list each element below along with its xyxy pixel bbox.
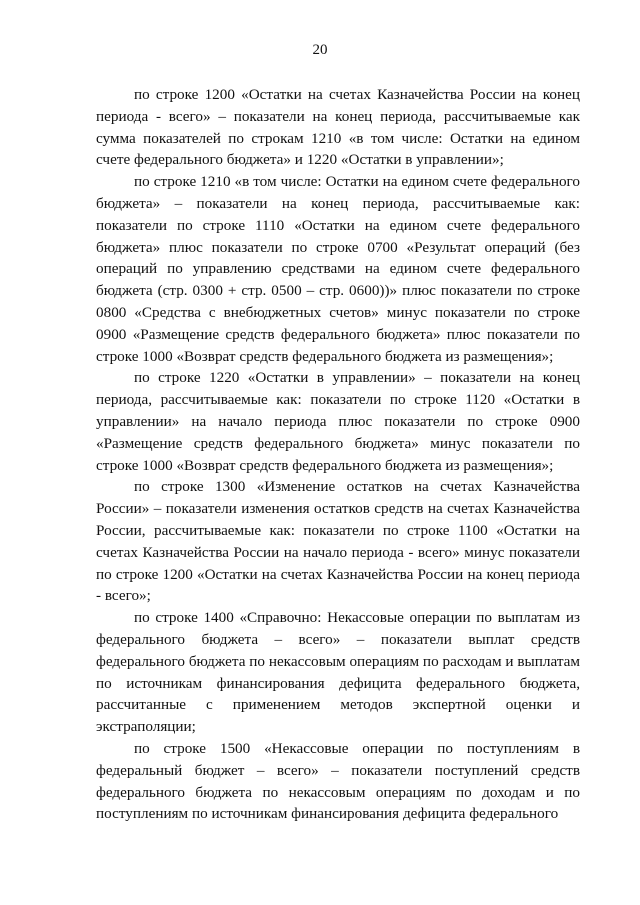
paragraph-line-1210: по строке 1210 «в том числе: Остатки на едином счете федерального бюджета» – показатели на конец периода, рассчитываемые как: показатели по строке 1110 «Остатки на едином счете федерального бюджета» плюс показатели по строке 0700 «Результат операций (без операций по управлению средствами на едином счете федерального бюджета (стр. 0300 + стр. 0500 – стр. 0600))» плюс показатели по строке 0800 «Средства с внебюджетных счетов» минус показатели по строке 0900 «Размещение средств федерального бюджета» плюс показатели по строке 1000 «Возврат средств федерального бюджета из размещения»; xyxy=(96,173,580,365)
paragraph-line-1300: по строке 1300 «Изменение остатков на счетах Казначейства России» – показатели изменения остатков средств на счетах Казначейства России, рассчитываемые как: показатели по строке 1100 «Остатки на счетах Казначейства России на начало периода - всего» минус показатели по строке 1200 «Остатки на счетах Казначейства России на конец периода - всего»; xyxy=(96,478,580,605)
paragraph-line-1200: по строке 1200 «Остатки на счетах Казначейства России на конец периода - всего» – показатели на конец периода, рассчитываемые как сумма показателей по строкам 1210 «в том числе: Остатки на едином счете федерального бюджета» и 1220 «Остатки в управлении»; xyxy=(96,86,580,169)
page-number: 20 xyxy=(312,42,328,58)
paragraph-line-1500: по строке 1500 «Некассовые операции по поступлениям в федеральный бюджет – всего» – показатели поступлений средств федерального бюджета по некассовым операциям по доходам и по поступлениям по источникам финансирования дефицита федерального xyxy=(96,739,580,823)
paragraph-line-1220: по строке 1220 «Остатки в управлении» – показатели на конец периода, рассчитываемые как: показатели по строке 1120 «Остатки в управлении» на начало периода плюс показатели по строке 0900 «Размещение средств федерального бюджета» минус показатели по строке 1000 «Возврат средств федерального бюджета из размещения»; xyxy=(96,369,580,474)
document-body xyxy=(96,84,580,825)
paragraph-line-1400: по строке 1400 «Справочно: Некассовые операции по выплатам из федерального бюджета – всего» – показатели выплат средств федерального бюджета по некассовым операциям по расходам и выплатам по источникам финансирования дефицита федерального бюджета, рассчитанные с применением методов экспертной оценки и экстраполяции; xyxy=(96,609,580,736)
